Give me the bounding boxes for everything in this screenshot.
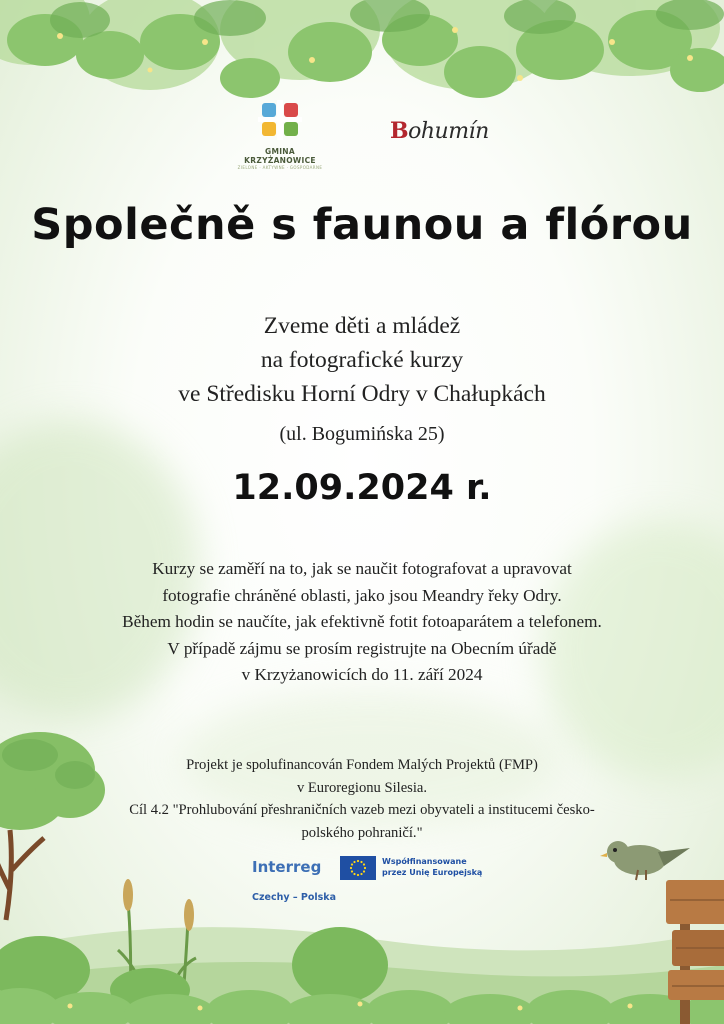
funding-line: polského pohraničí." xyxy=(301,824,423,841)
gmina-tagline: ZIELONE · AKTYWNE · GOSPODARNE xyxy=(237,165,323,170)
bohumin-logo xyxy=(390,118,489,144)
description-paragraph xyxy=(0,556,724,689)
poster-title: Společně s faunou a flórou xyxy=(31,200,693,250)
gmina-name: GMINA KRZYŻANOWICE xyxy=(244,147,316,165)
eu-cofinanced-line: Współfinansowane xyxy=(382,857,467,866)
gmina-emblem-icon xyxy=(258,100,302,140)
description-line: Kurzy se zaměří na to, jak se naučit fotografovat a upravovat xyxy=(152,559,572,578)
leaf-canopy-illustration xyxy=(0,0,724,115)
gmina-krzyzanowice-logo xyxy=(228,100,332,170)
bohumin-logo-initial: B xyxy=(390,118,409,144)
invitation-line: ve Středisku Horní Odry v Chałupkách xyxy=(178,381,546,407)
eu-funding-logos xyxy=(250,852,490,912)
invitation-line: Zveme děti a mládež xyxy=(263,313,461,339)
funding-line: Cíl 4.2 "Prohlubování přeshraničních vazeb mezi obyvateli a institucemi česko- xyxy=(129,802,595,818)
invitation-line: na fotografické kurzy xyxy=(260,347,464,373)
funding-line: v Euroregionu Silesia. xyxy=(296,779,428,796)
bohumin-logo-text: ohumín xyxy=(408,119,489,144)
address-text: (ul. Bogumińska 25) xyxy=(279,423,445,445)
interreg-logo: Interreg xyxy=(252,858,322,876)
description-line: Během hodin se naučíte, jak efektivně fotit fotoaparátem a telefonem. xyxy=(122,612,602,631)
funding-statement xyxy=(60,754,664,844)
description-line: fotografie chráněné oblasti, jako jsou Meandry řeky Odry. xyxy=(162,585,562,605)
invitation-text xyxy=(0,309,724,411)
event-date: 12.09.2024 r. xyxy=(232,468,492,508)
partner-logos xyxy=(0,100,724,170)
description-line: v Krzyżanowicích do 11. září 2024 xyxy=(241,665,483,684)
interreg-region: Czechy – Polska xyxy=(252,892,337,903)
eu-flag-icon xyxy=(340,856,376,880)
eu-cofinanced-text xyxy=(382,856,482,878)
description-line: V případě zájmu se prosím registrujte na Obecním úřadě xyxy=(167,638,557,658)
eu-cofinanced-line: przez Unię Europejską xyxy=(382,868,483,877)
funding-line: Projekt je spolufinancován Fondem Malých Projektů (FMP) xyxy=(186,757,538,773)
